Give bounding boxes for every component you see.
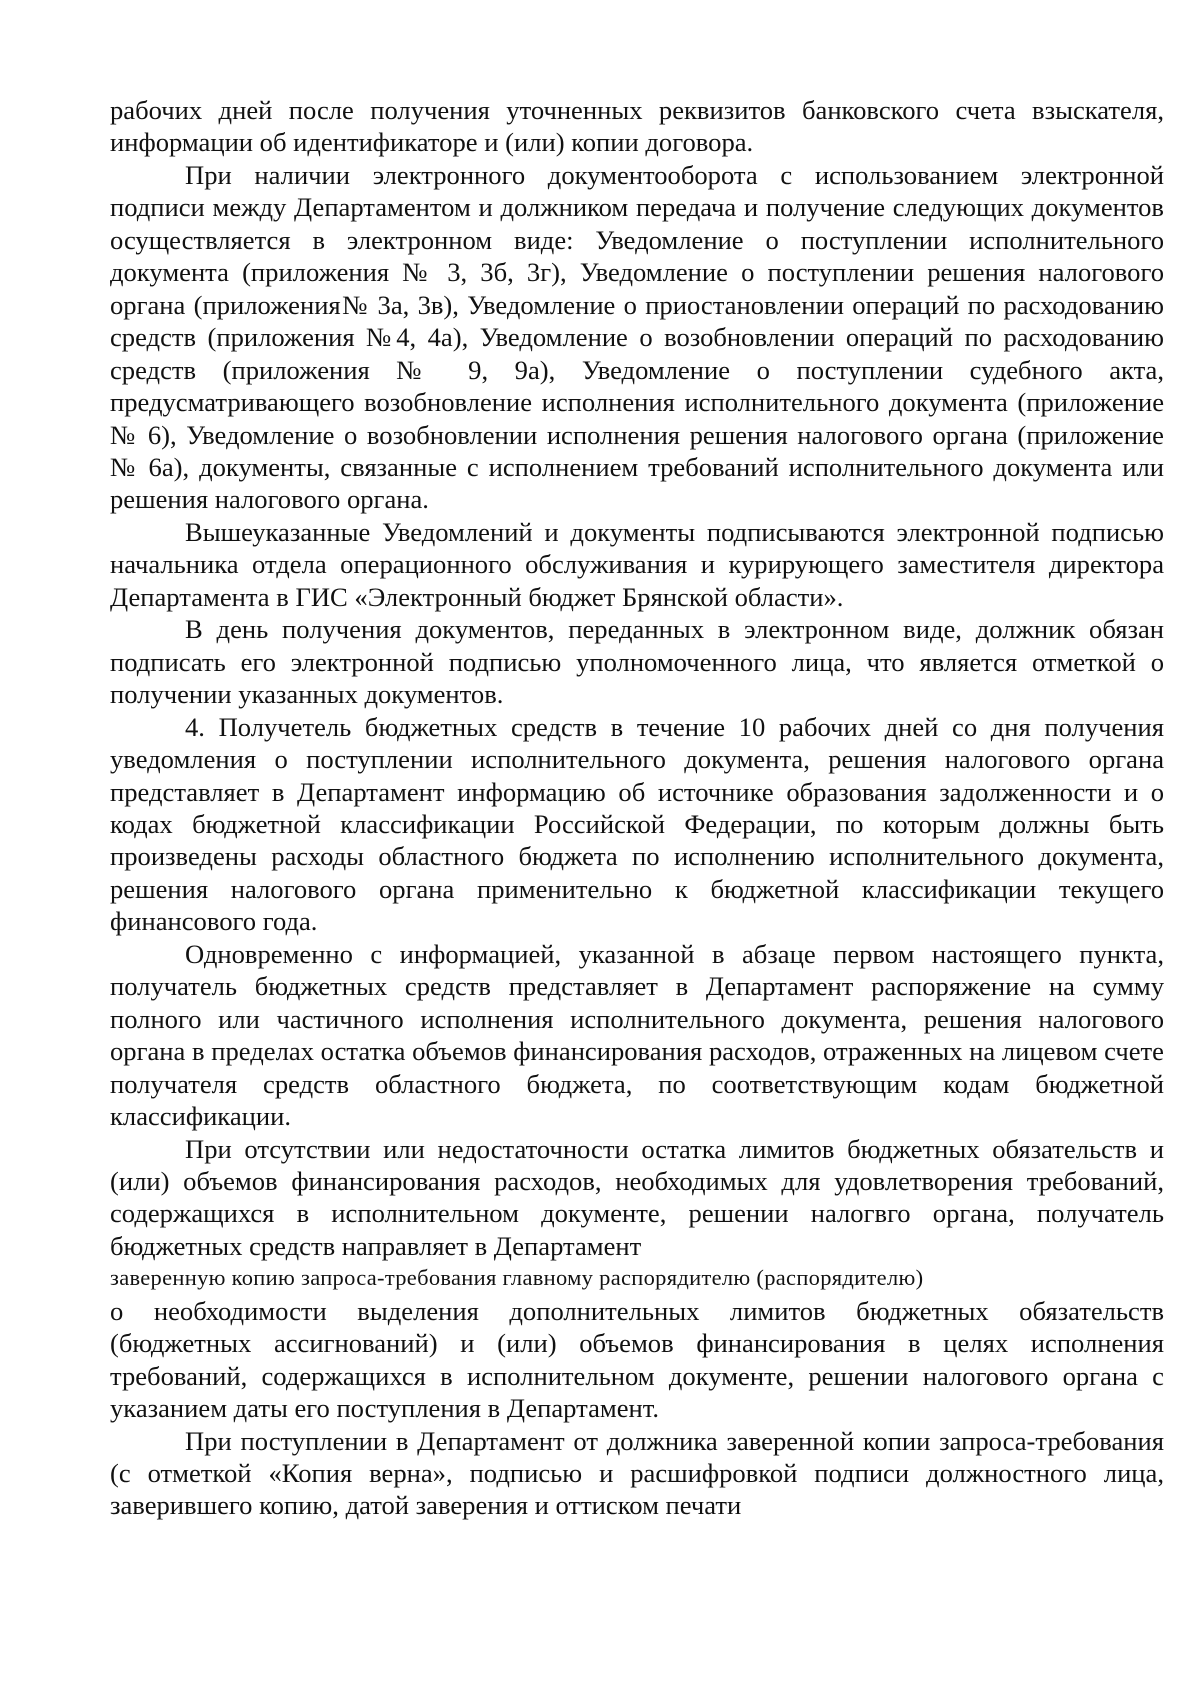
paragraph-electronic-docflow: При наличии электронного документооборота с использованием электронной подписи между Департаментом и должником передача и получение следующих документов осуществляется в электронном виде: Уведомление о поступлении исполнительного документа (приложения № 3, 3б, 3г), Уведомление о поступлении решения налогового органа (приложения№ 3а, 3в), Уведомление о приостановлении операций по расходованию средств (приложения №4, 4а), Уведомление о возобновлении операций по расходованию средств (приложения № 9, 9а), Уведомление о поступлении судебного акта, предусматривающего возобновление исполнения исполнительного документа (приложение № 6), Уведомление о возобновлении исполнения решения налогового органа (приложение № 6а), документы, связанные с исполнением требований исполнительного документа или решения налогового органа. (110, 159, 1164, 515)
document-body (110, 94, 1164, 1522)
paragraph-additional-limits: о необходимости выделения дополнительных лимитов бюджетных обязательств (бюджетных ассигнований) и (или) объемов финансирования в целях исполнения требований, содержащихся в исполнительном документе, решении налогового органа с указанием даты его поступления в Департамент. (110, 1295, 1164, 1424)
paragraph-certified-copy-line: заверенную копию запроса-требования главному распорядителю (распорядителю) (110, 1265, 924, 1291)
paragraph-receipt-day: В день получения документов, переданных в электронном виде, должник обязан подписать его электронной подписью уполномоченного лица, что является отметкой о получении указанных документов. (110, 614, 1164, 710)
paragraph-receipt-of-copy: При поступлении в Департамент от должника заверенной копии запроса-требования (с отметкой «Копия верна», подписью и расшифровкой подписи должностного лица, заверившего копию, датой заверения и оттиском печати (110, 1425, 1164, 1521)
paragraph-continuation: рабочих дней после получения уточненных реквизитов банковского счета взыскателя, информации об идентификаторе и (или) копии договора. (110, 95, 1164, 158)
paragraph-insufficient-limits: При отсутствии или недостаточности остатка лимитов бюджетных обязательств и (или) объемов финансирования расходов, необходимых для удовлетворения требований, содержащихся в исполнительном документе, решении налогвго органа, получатель бюджетных средств направляет в Департамент (110, 1133, 1164, 1261)
paragraph-simultaneously: Одновременно с информацией, указанной в абзаце первом настоящего пункта, получатель бюджетных средств представляет в Департамент распоряжение на сумму полного или частичного исполнения исполнительного документа, решения налогового органа в пределах остатка объемов финансирования расходов, отраженных на лицевом счете получателя средств областного бюджета, по соответствующим кодам бюджетной классификации. (110, 938, 1164, 1132)
paragraph-electronic-signature: Вышеуказанные Уведомлений и документы подписываются электронной подписью начальника отдела операционного обслуживания и курирующего заместителя директора Департамента в ГИС «Электронный бюджет Брянской области». (110, 516, 1164, 612)
paragraph-item-4: 4. Получетель бюджетных средств в течение 10 рабочих дней со дня получения уведомления о поступлении исполнительного документа, решения налогового органа представляет в Департамент информацию об источнике образования задолженности и о кодах бюджетной классификации Российской Федерации, по которым должны быть произведены расходы областного бюджета по исполнению исполнительного документа, решения налогового органа применительно к бюджетной классификации текущего финансового года. (110, 711, 1164, 937)
